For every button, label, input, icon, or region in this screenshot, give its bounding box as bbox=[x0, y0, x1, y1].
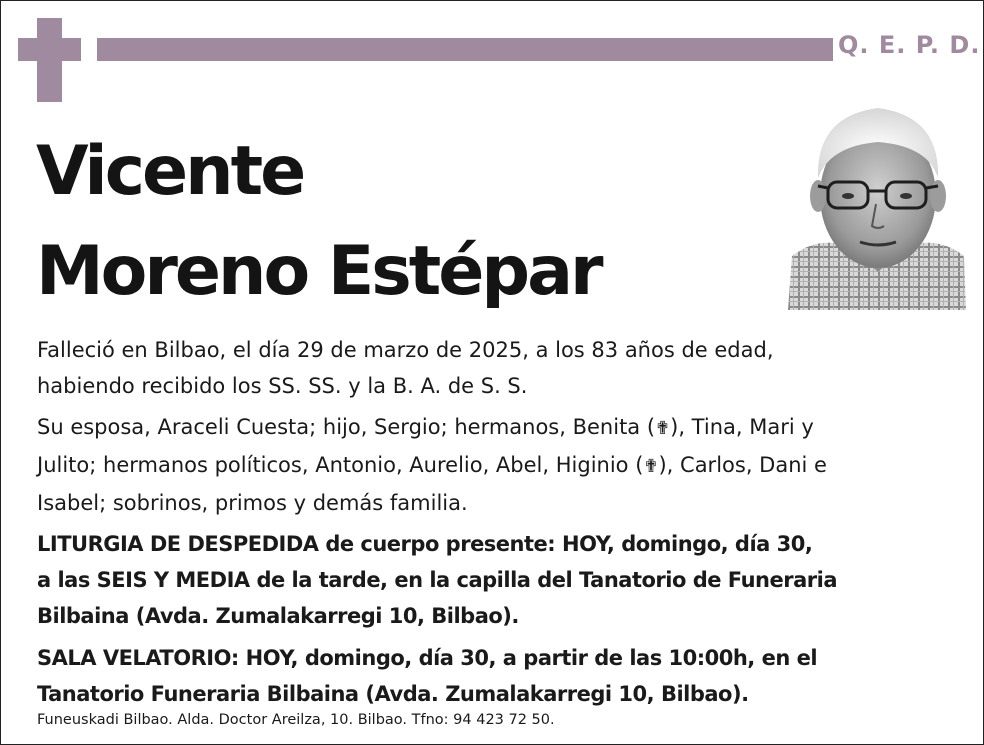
liturgy-info bbox=[37, 526, 957, 634]
family-line: Su esposa, Araceli Cuesta; hijo, Sergio; hermanos, Benita (✟), Tina, Mari y bbox=[37, 409, 957, 447]
death-announcement bbox=[37, 332, 957, 404]
header-bar bbox=[97, 38, 833, 61]
family-list bbox=[37, 409, 957, 521]
wake-line: SALA VELATORIO: HOY, domingo, día 30, a partir de las 10:00h, en el bbox=[37, 646, 818, 670]
liturgy-line: LITURGIA DE DESPEDIDA de cuerpo presente: HOY, domingo, día 30, bbox=[37, 532, 813, 556]
deceased-first-name: Vicente bbox=[36, 132, 304, 211]
portrait-photo bbox=[788, 96, 966, 310]
liturgy-line: Bilbaina (Avda. Zumalakarregi 10, Bilbao). bbox=[37, 604, 519, 628]
liturgy-line: a las SEIS Y MEDIA de la tarde, en la capilla del Tanatorio de Funeraria bbox=[37, 568, 837, 592]
funeral-home-footer: Funeuskadi Bilbao. Alda. Doctor Areilza, 10. Bilbao. Tfno: 94 423 72 50. bbox=[37, 712, 555, 728]
death-line: Falleció en Bilbao, el día 29 de marzo de 2025, a los 83 años de edad, bbox=[37, 338, 774, 362]
qepd-label: Q. E. P. D. bbox=[838, 31, 981, 59]
deceased-last-name: Moreno Estépar bbox=[36, 232, 601, 311]
deceased-cross-icon: ✟ bbox=[643, 456, 659, 477]
wake-line: Tanatorio Funeraria Bilbaina (Avda. Zumalakarregi 10, Bilbao). bbox=[37, 682, 749, 706]
family-line: Isabel; sobrinos, primos y demás familia. bbox=[37, 491, 468, 515]
wake-info bbox=[37, 640, 957, 712]
deceased-cross-icon: ✟ bbox=[655, 418, 671, 439]
family-line: Julito; hermanos políticos, Antonio, Aurelio, Abel, Higinio (✟), Carlos, Dani e bbox=[37, 447, 957, 485]
death-line: habiendo recibido los SS. SS. y la B. A. de S. S. bbox=[37, 374, 528, 398]
